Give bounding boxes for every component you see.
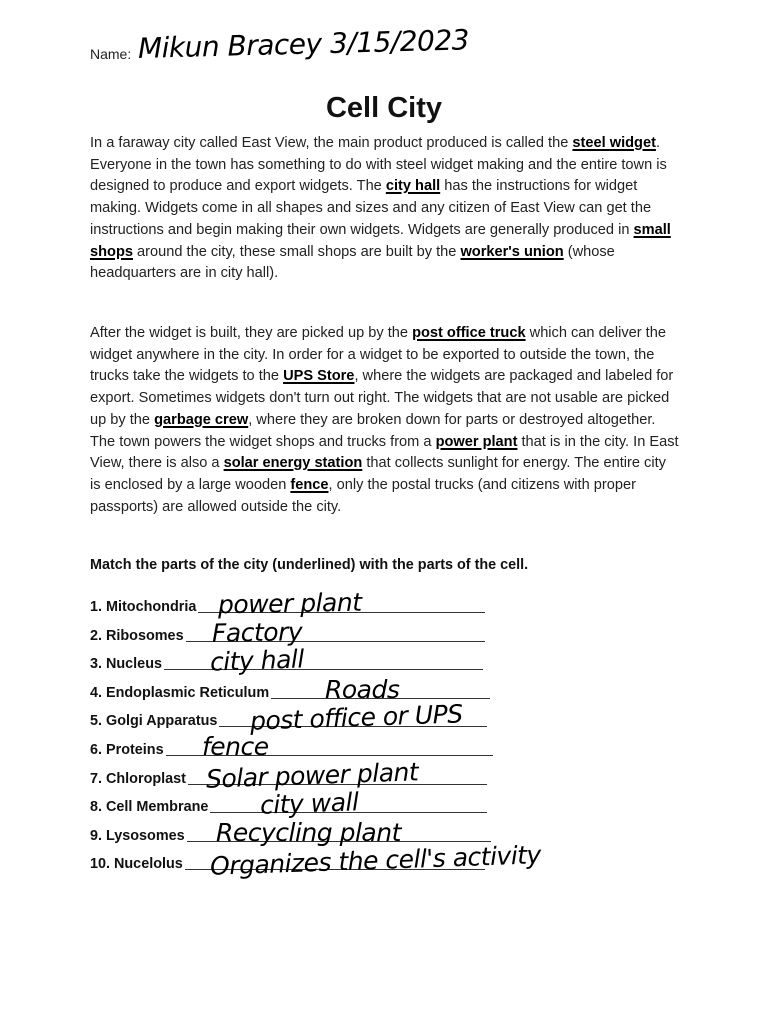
- underlined-term: power plant: [435, 433, 518, 450]
- question-row: [90, 731, 510, 759]
- paragraph-text: which can deliver the widget anywhere in the city. In order for a widget to be exported to outside the town, the trucks take the widgets to the: [90, 325, 666, 385]
- page-title: Cell City: [325, 92, 443, 124]
- question-label: 5. Golgi Apparatus: [90, 713, 218, 730]
- question-label: 1. Mitochondria: [90, 599, 197, 615]
- paragraph-text: , where they are broken down for parts or destroyed altogether. The town powers the widget shops and trucks from a: [90, 411, 656, 450]
- handwritten-answer: city hall: [209, 644, 305, 677]
- story-paragraph-1: [90, 133, 680, 285]
- underlined-term: worker's union: [460, 243, 564, 260]
- student-name-handwritten: Mikun Bracey 3/15/2023: [137, 23, 470, 65]
- underlined-term: UPS Store: [283, 368, 355, 385]
- name-row: [90, 23, 690, 80]
- handwritten-answer: Factory: [211, 616, 303, 648]
- handwritten-answer: power plant: [217, 587, 362, 620]
- question-label: 7. Chloroplast: [90, 770, 186, 787]
- question-row: [90, 787, 510, 820]
- question-row: [90, 699, 510, 737]
- paragraph-text: has the instructions for widget making. Widgets come in all shapes and sizes and any citizen of East View can get the instructions and begin making their own widgets. Widgets are generally produced in: [90, 178, 652, 238]
- paragraph-text: , where the widgets are packaged and labeled for export. Sometimes widgets don't turn out right. The widgets that are not usable are picked up by the: [90, 368, 674, 428]
- paragraph-text: After the widget is built, they are picked up by the: [90, 325, 413, 341]
- handwritten-answer: Recycling plant: [216, 817, 401, 847]
- handwritten-answer: post office or UPS: [249, 699, 464, 737]
- underlined-term: fence: [290, 476, 329, 493]
- question-label: 8. Cell Membrane: [90, 799, 209, 816]
- question-row: [90, 756, 510, 794]
- paragraph-text: that collects sunlight for energy. The entire city is enclosed by a large wooden: [90, 455, 666, 493]
- handwritten-answer: Organizes the cell's activity: [209, 840, 542, 882]
- handwritten-answer: Roads: [325, 674, 400, 704]
- paragraph-text: . Everyone in the town has something to do with steel widget making and the entire town is designed to produce and export widgets. The: [90, 135, 667, 195]
- question-label: 4. Endoplasmic Reticulum: [90, 684, 270, 701]
- underlined-term: city hall: [385, 178, 441, 195]
- question-row: [90, 817, 510, 845]
- question-row: [90, 587, 510, 620]
- paragraph-text: that is in the city. In East View, there is also a: [90, 433, 679, 472]
- matching-instructions: Match the parts of the city (underlined) with the parts of the cell.: [90, 557, 529, 573]
- question-row: [90, 674, 510, 702]
- underlined-term: garbage crew: [154, 411, 249, 428]
- question-label: 2. Ribosomes: [90, 627, 184, 644]
- handwritten-answer: Solar power plant: [205, 756, 419, 794]
- paragraph-text: , only the postal trucks (and citizens with proper passports) are allowed outside the city.: [90, 476, 636, 515]
- underlined-term: steel widget: [572, 135, 656, 151]
- story-paragraph-2: [90, 323, 680, 518]
- question-label: 9. Lysosomes: [90, 827, 185, 844]
- underlined-term: solar energy station: [223, 455, 363, 472]
- underlined-term: post office truck: [412, 325, 526, 341]
- question-row: [90, 644, 510, 677]
- name-label: Name:: [90, 46, 132, 62]
- question-label: 6. Proteins: [90, 742, 164, 758]
- handwritten-answer: city wall: [259, 787, 359, 820]
- question-row: [90, 616, 510, 648]
- paragraph-text: around the city, these small shops are built by the: [132, 243, 461, 260]
- question-label: 10. Nucelolus: [90, 856, 183, 873]
- underlined-term: small shops: [90, 221, 671, 260]
- question-label: 3. Nucleus: [90, 656, 162, 673]
- handwritten-answer: fence: [202, 732, 269, 761]
- paragraph-text: (whose headquarters are in city hall).: [90, 243, 615, 282]
- paragraph-text: In a faraway city called East View, the main product produced is called the: [90, 135, 573, 151]
- question-row: [90, 840, 542, 882]
